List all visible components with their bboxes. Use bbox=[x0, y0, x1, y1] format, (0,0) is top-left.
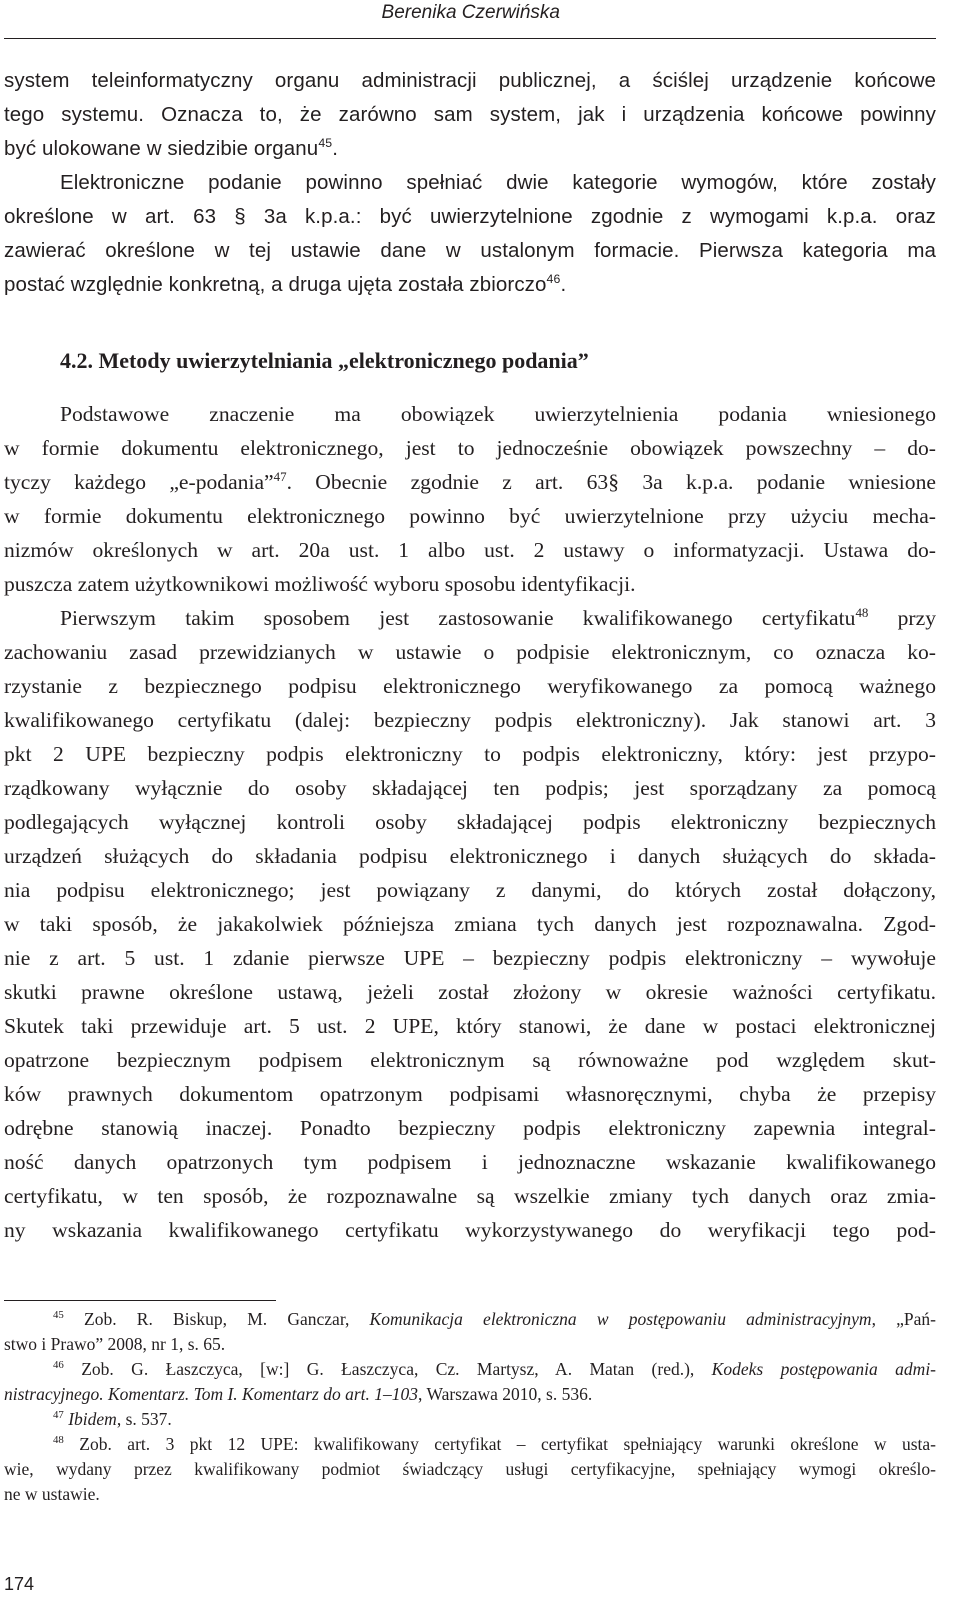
footnote-47: $^{47}$ Ibidem, s. 537. bbox=[53, 1409, 172, 1429]
text-line: system teleinformatyczny organu administracji publicznej, a ściślej urządzenie końcowe bbox=[4, 69, 936, 92]
text-line: Skutek taki przewiduje art. 5 ust. 2 UPE, który stanowi, że dane w postaci elektronicznej bbox=[4, 1014, 936, 1038]
text-line: podlegających wyłącznej kontroli osoby składającej podpis elektroniczny bezpiecznych bbox=[4, 810, 936, 834]
footnote-48-cont: ne w ustawie. bbox=[4, 1484, 100, 1504]
text-line: tyczy każdego „e-podania”$^{47}$. Obecnie zgodnie z art. 63§ 3a k.p.a. podanie wniesione bbox=[4, 468, 936, 494]
text-line: odrębne stanowią inaczej. Ponadto bezpieczny podpis elektroniczny zapewnia integral- bbox=[4, 1116, 936, 1140]
text-line: certyfikatu, w ten sposób, że rozpoznawalne są wszelkie zmiany tych danych oraz zmia- bbox=[4, 1184, 936, 1208]
text-line: określone w art. 63 § 3a k.p.a.: być uwierzytelnione zgodnie z wymogami k.p.a. oraz bbox=[4, 205, 936, 228]
footnote-ref-48[interactable]: 48 bbox=[855, 604, 869, 620]
text-line: rzystanie z bezpiecznego podpisu elektronicznego weryfikowanego za pomocą ważnego bbox=[4, 674, 936, 698]
text-line: Podstawowe znaczenie ma obowiązek uwierzytelnienia podania wniesionego bbox=[60, 402, 936, 426]
text-line: ków prawnych dokumentom opatrzonym podpisami własnoręcznymi, chyba że przepisy bbox=[4, 1082, 936, 1106]
text-line: nizmów określonych w art. 20a ust. 1 albo ust. 2 ustawy o informatyzacji. Ustawa do- bbox=[4, 538, 936, 562]
footnote-ref-45[interactable]: 45 bbox=[318, 136, 333, 151]
footnote-ref-47[interactable]: 47 bbox=[273, 468, 287, 484]
body-paragraphs bbox=[4, 397, 936, 1247]
text-line: być ulokowane w siedzibie organu$^{45}$. bbox=[4, 136, 338, 160]
text-line: skutki prawne określone ustawą, jeżeli został złożony w okresie ważności certyfikatu. bbox=[4, 980, 936, 1004]
text-line: kwalifikowanego certyfikatu (dalej: bezpieczny podpis elektroniczny). Jak stanowi art. 3 bbox=[4, 708, 936, 732]
footnote-rule bbox=[4, 1300, 276, 1301]
text-line: zachowaniu zasad przewidzianych w ustawie o podpisie elektronicznym, co oznacza ko- bbox=[4, 640, 936, 664]
footnote-48: $^{48}$ Zob. art. 3 pkt 12 UPE: kwalifikowany certyfikat – certyfikat spełniający warunki określone w usta- bbox=[53, 1434, 937, 1454]
header-rule bbox=[4, 38, 936, 39]
text-line: nie z art. 5 ust. 1 zdanie pierwsze UPE – bezpieczny podpis elektroniczny – wywołuje bbox=[4, 946, 936, 970]
text-line: opatrzone bezpiecznym podpisem elektronicznym są równoważne pod względem skut- bbox=[4, 1048, 936, 1072]
footnotes bbox=[4, 1307, 936, 1507]
text-line: tego systemu. Oznacza to, że zarówno sam system, jak i urządzenia końcowe powinny bbox=[4, 103, 936, 126]
text-line: ność danych opatrzonych tym podpisem i jednoznaczne wskazanie kwalifikowanego bbox=[4, 1150, 936, 1174]
text-line: w formie dokumentu elektronicznego, jest to jednocześnie obowiązek powszechny – do- bbox=[4, 436, 936, 460]
text-line: w formie dokumentu elektronicznego powinno być uwierzytelnione przy użyciu mecha- bbox=[4, 504, 936, 528]
footnote-45-cont: stwo i Prawo” 2008, nr 1, s. 65. bbox=[4, 1334, 226, 1354]
footnote-ref-46[interactable]: 46 bbox=[546, 272, 561, 287]
text-line: urządzeń służących do składania podpisu elektronicznego i danych służących do składa- bbox=[4, 844, 936, 868]
section-heading: 4.2. Metody uwierzytelniania „elektronicznego podania” bbox=[60, 348, 589, 373]
text-line: puszcza zatem użytkownikowi możliwość wyboru sposobu identyfikacji. bbox=[4, 572, 636, 596]
footnote-48-cont: wie, wydany przez kwalifikowany podmiot świadczący usługi certyfikacyjne, spełniający wymogi określo- bbox=[4, 1459, 936, 1479]
text-line: ny wskazania kwalifikowanego certyfikatu wykorzystywanego do weryfikacji tego pod- bbox=[4, 1218, 936, 1242]
running-header: Berenika Czerwińska bbox=[381, 2, 560, 23]
text-line: rządkowany wyłącznie do osoby składającej ten podpis; jest sporządzany za pomocą bbox=[4, 776, 936, 800]
intro-paragraph bbox=[4, 64, 936, 302]
text-line: zawierać określone w tej ustawie dane w ustalonym formacie. Pierwsza kategoria ma bbox=[4, 239, 936, 262]
text-line: w taki sposób, że jakakolwiek późniejsza zmiana tych danych jest rozpoznawalna. Zgod- bbox=[4, 912, 936, 936]
page-number: 174 bbox=[4, 1574, 35, 1594]
footnote-46-cont: nistracyjnego. Komentarz. Tom I. Komentarz do art. 1–103, Warszawa 2010, s. 536. bbox=[4, 1384, 593, 1404]
footnote-45: $^{45}$ Zob. R. Biskup, M. Ganczar, Komunikacja elektroniczna w postępowaniu administracyjnym, „Pań- bbox=[53, 1309, 936, 1329]
text-line: Pierwszym takim sposobem jest zastosowanie kwalifikowanego certyfikatu$^{48}$ przy bbox=[60, 604, 936, 630]
text-line: postać względnie konkretną, a druga ujęta została zbiorczo$^{46}$. bbox=[4, 272, 567, 296]
text-line: nia podpisu elektronicznego; jest powiązany z danymi, do których został dołączony, bbox=[4, 878, 936, 902]
text-line: Elektroniczne podanie powinno spełniać dwie kategorie wymogów, które zostały bbox=[60, 171, 936, 194]
footnote-46: $^{46}$ Zob. G. Łaszczyca, [w:] G. Łaszczyca, Cz. Martysz, A. Matan (red.), Kodeks postępowania admi- bbox=[53, 1359, 937, 1379]
text-line: pkt 2 UPE bezpieczny podpis elektroniczny to podpis elektroniczny, który: jest przypo- bbox=[4, 742, 936, 766]
